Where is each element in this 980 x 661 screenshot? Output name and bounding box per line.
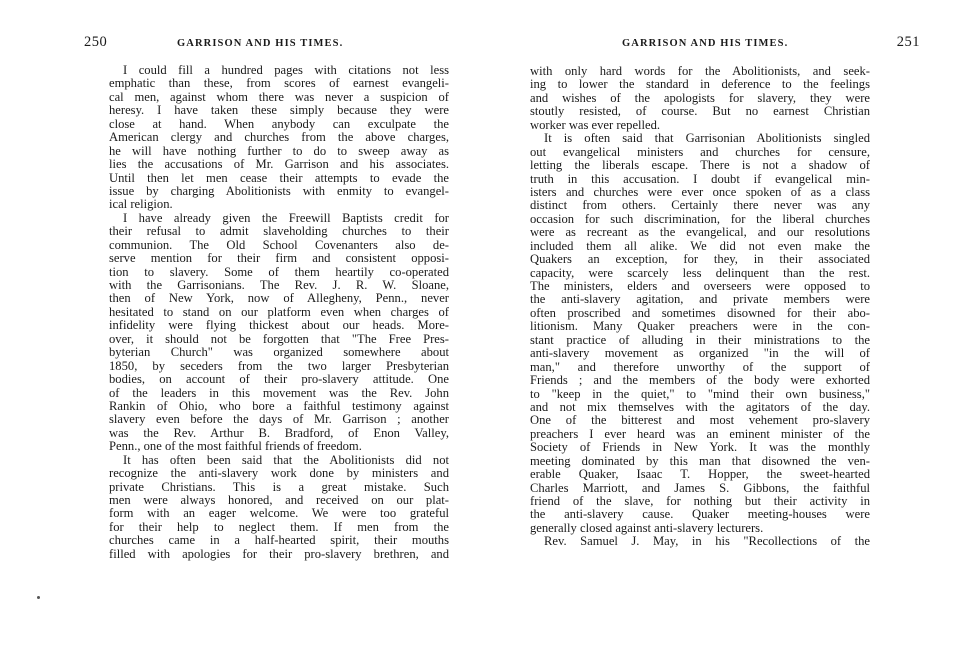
text-line: serve mention for their firm and consistent opposi- [109,251,449,266]
text-line: recognize the anti-slavery work done by ministers and [109,466,449,481]
text-line: Charles Marriott, and James S. Gibbons, the faithful [530,480,870,495]
page-number: 251 [896,34,920,50]
text-line: filled with apologies for their pro-slavery brethren, and [109,546,449,561]
text-line: meeting dominated by this man that disowned the ven- [530,453,870,468]
text-line: erable Quaker, Isaac T. Hopper, the sweet-hearted [530,467,870,482]
text-line: the anti-slavery agitation, and private members were [530,292,870,307]
text-line: bodies, on account of their pro-slavery attitude. One [109,372,449,387]
text-line: byterian Church" was organized somewhere about [109,345,449,360]
text-line: occasion for such discrimination, for the liberal churches [530,211,870,226]
text-line: I could fill a hundred pages with citations not less [123,63,449,77]
text-line: generally closed against anti-slavery lecturers. [530,520,764,535]
text-line: their refusal to admit slaveholding churches to their [109,224,449,239]
text-line: man," and therefore unworthy of the support of [530,359,870,374]
right-page [490,0,980,661]
text-line: Friends ; and the members of the body were exhorted [530,373,870,388]
text-line: stoutly resisted, of course. But no earnest Christian [530,104,870,119]
text-line: Penn., one of the most faithful friends of freedom. [109,439,362,454]
text-line: isters and churches were ever once spoken of as a class [530,184,870,199]
text-line: included them all alike. We did not even make the [530,238,870,253]
text-line: Rankin of Ohio, who bore a faithful testimony against [109,398,449,413]
text-line: form with an eager welcome. We were too grateful [109,506,449,521]
text-line: to "keep in the quiet," to "mind their own business," [530,386,870,401]
text-line: with only hard words for the Abolitionists, and seek- [530,64,870,78]
text-line: anti-slavery movement as organized "in the will of [530,346,870,361]
text-line: out evangelical ministers and churches for censure, [530,144,870,159]
text-line: for their help to neglect them. If men from the [109,519,449,534]
text-line: the anti-slavery cause. Quaker meeting-houses were [530,507,870,522]
text-line: issue by charging Abolitionists with enmity to evangel- [109,183,449,198]
text-line: cal men, against whom there was never a suspicion of [109,89,449,104]
text-line: It is often said that Garrisonian Abolitionists singled [544,131,870,146]
text-line: distinct from others. Certainly there never was any [530,198,870,213]
text-line: he will have nothing further to do to sweep away as [109,143,449,158]
text-line: lies the accusations of Mr. Garrison and his associates. [109,157,449,172]
text-line: and wishes of the apologists for slavery, they were [530,90,870,105]
text-line: stant practice of alluding in their ministrations to the [530,332,870,347]
text-line: Until then let men cease their attempts to evade the [109,170,449,185]
body-text [530,65,870,549]
text-line: was the Rev. Arthur B. Bradford, of Enon Valley, [109,425,449,440]
text-line: churches came in a half-hearted spirit, their mouths [109,533,449,548]
text-line: One of the bitterest and most vehement pro-slavery [530,413,870,428]
text-line: I have already given the Freewill Baptists credit for [123,210,449,225]
text-line: over, it should not be forgotten that "The Free Pres- [109,331,449,346]
text-line: Society of Friends in New York. It was the monthly [530,440,870,455]
text-line: emphatic than these, from scores of earnest evangeli- [109,76,449,91]
page-number: 250 [84,34,108,50]
text-line: heresy. I have taken these simply because they were [109,103,449,118]
page-mark [37,596,40,599]
text-line: and not mix themselves with the agitators of the day. [530,399,870,414]
text-line: The ministers, elders and overseers were opposed to [530,279,870,293]
text-line: then of New York, now of Allegheny, Penn., never [109,291,449,306]
body-text [109,64,449,561]
text-line: truth in this accusation. I doubt if evangelical min- [530,171,870,186]
text-line: letting the liberals escape. There is not a shadow of [530,158,870,173]
text-line: often proscribed and sometimes disowned for their abo- [530,305,870,320]
text-line: of the leaders in this movement was the Rev. John [109,385,449,400]
text-line: close at hand. When anybody can exculpate the [109,116,449,131]
text-line: private Christians. This is a great mistake. Such [109,479,449,494]
text-line: friend of the slave, for nothing but their activity in [530,494,870,508]
text-line: with the Garrisonians. The Rev. J. R. W. Sloane, [109,278,449,292]
text-line: Quakers an exception, for they, in their associated [530,252,870,267]
text-line: Rev. Samuel J. May, in his "Recollections of the [544,534,870,549]
text-line: preachers I ever heard was an eminent minister of the [530,426,870,441]
running-head: GARRISON AND HIS TIMES. [622,38,789,49]
text-line: men were always honored, and received on our plat- [109,493,449,507]
text-line: communion. The Old School Covenanters also de- [109,237,449,252]
text-line: 1850, by seceders from the two larger Presbyterian [109,358,449,373]
text-line: It has often been said that the Abolitionists did not [123,452,449,467]
text-line: litionism. Many Quaker preachers were in the con- [530,319,870,334]
text-line: tion to slavery. Some of them heartily co-operated [109,264,449,279]
text-line: were as recreant as the evangelical, and our resolutions [530,225,870,240]
text-line: slavery even before the days of Mr. Garrison ; another [109,412,449,427]
text-line: hesitated to stand on our platform even when charges of [109,304,449,319]
text-line: American clergy and churches from the above charges, [109,130,449,145]
running-head: GARRISON AND HIS TIMES. [177,38,344,49]
text-line: infidelity were flying thickest about our heads. More- [109,318,449,333]
text-line: capacity, were scarcely less delinquent than the rest. [530,265,870,280]
text-line: ical religion. [109,197,173,212]
text-line: ing to lower the standard in deference to the feelings [530,77,870,92]
text-line: worker was ever repelled. [530,117,661,132]
